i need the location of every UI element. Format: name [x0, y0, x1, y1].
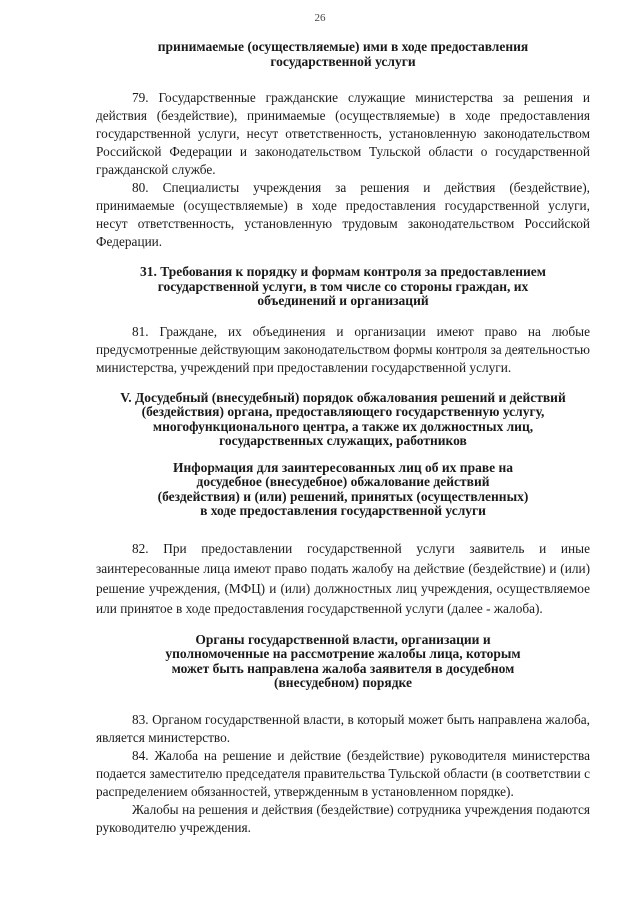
section-heading-info: Информация для заинтересованных лиц об их праве на досудебное (внесудебное) обжалование действий (бездействия) и (или) решений, принятых (осуществленных) в ходе предоставления государственной услуги [157, 459, 529, 518]
section-heading-31: 31. Требования к порядку и формам контроля за предоставлением государственной услуги, в том числе со стороны граждан, их объединений и организаций [140, 264, 546, 308]
section-heading-organs: Органы государственной власти, организации и уполномоченные на рассмотрение жалобы лица, которым может быть направлена жалоба заявителя в досудебном (внесудебном) порядке [165, 631, 521, 690]
paragraph-84: 84. Жалоба на решение и действие (бездействие) руководителя министерства подается заместителю председателя правительства Тульской области (в соответствии с распределением обязанностей, утвержденным в установленном порядке). [96, 747, 590, 799]
paragraph-80: 80. Специалисты учреждения за решения и действия (бездействие), принимаемые (осуществляемые) в ходе предоставления государственной услуги, несут ответственность, установленную трудовым законодательством Российской Федерации. [96, 180, 590, 249]
chapter-heading-v: V. Досудебный (внесудебный) порядок обжалования решений и действий (бездействия) органа, предоставляющего государственную услугу, многофункционального центра, а также их должностных лиц, государственных служащих, работников [120, 389, 566, 448]
paragraph-84-continued: Жалобы на решения и действия (бездействие) сотрудника учреждения подаются руководителю учреждения. [96, 801, 590, 835]
section-heading-continued: принимаемые (осуществляемые) ими в ходе предоставления государственной услуги [157, 39, 529, 69]
paragraph-82: 82. При предоставлении государственной услуги заявитель и иные заинтересованные лица имеют право подать жалобу на действие (бездействие) и (или) решение учреждения, (МФЦ) и (или) должностных лиц учреждения, осуществляемое или принятое в ходе предоставления государственной услуги (далее - жалоба). [96, 540, 590, 616]
page-content [96, 40, 590, 837]
paragraph-83: 83. Органом государственной власти, в который может быть направлена жалоба, является министерство. [96, 711, 590, 745]
paragraph-81: 81. Граждане, их объединения и организации имеют право на любые предусмотренные действующим законодательством формы контроля за деятельностью министерства, учреждений при предоставлении государственной услуги. [96, 323, 590, 375]
page-number: 26 [314, 12, 326, 24]
paragraph-79: 79. Государственные гражданские служащие министерства за решения и действия (бездействие), принимаемые (осуществляемые) в ходе предоставления государственной услуги, несут ответственность, установленную законодательством Российской Федерации и законодательством Тульской области о государственной гражданской службе. [96, 90, 590, 177]
